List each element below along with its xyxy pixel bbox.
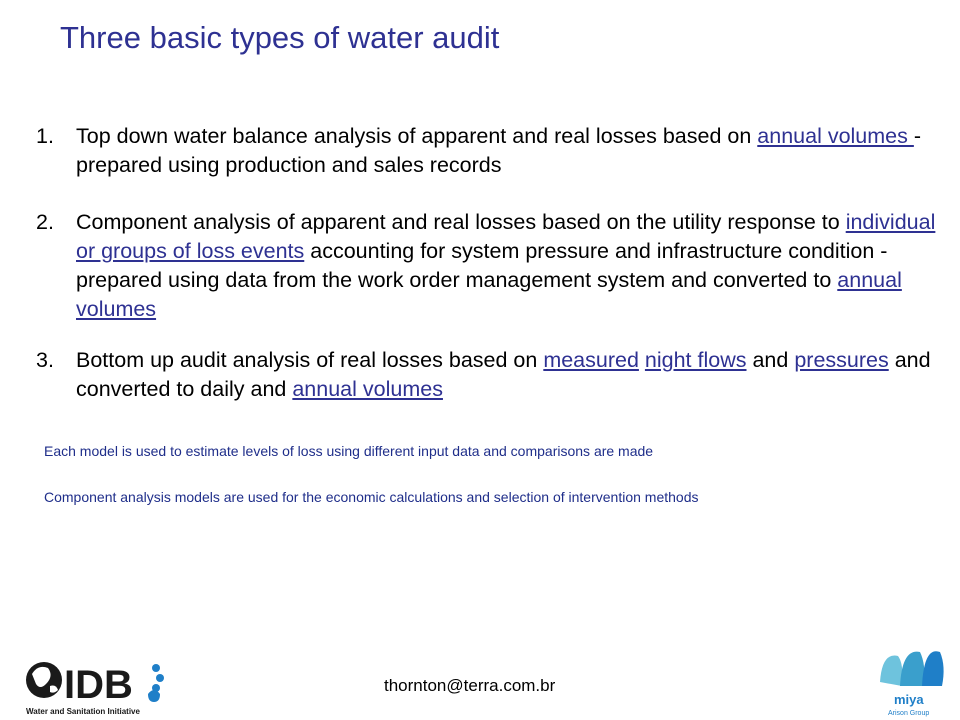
- list-item-text: [76, 124, 921, 177]
- inline-link[interactable]: individual or groups of loss events: [76, 210, 936, 263]
- note-text: Component analysis models are used for the economic calculations and selection of intervention methods: [44, 489, 699, 505]
- slide-title: Three basic types of water audit: [60, 20, 500, 55]
- list-item: [36, 346, 941, 404]
- text-segment: Top down water balance analysis of apparent and real losses based on: [76, 124, 758, 148]
- text-segment: - prepared using production and sales records: [76, 124, 922, 177]
- list-item: [36, 208, 941, 324]
- wave-shape: [922, 651, 944, 686]
- idb-logo-subtitle: Water and Sanitation Initiative: [26, 707, 140, 716]
- list-number: 3.: [36, 348, 54, 372]
- list-item-text: [76, 348, 931, 401]
- dot-icon: [156, 674, 164, 682]
- drop-icon: [148, 690, 160, 702]
- text-segment: and: [746, 348, 795, 372]
- inline-link[interactable]: night flows: [644, 348, 747, 372]
- contact-email: thornton@terra.com.br: [384, 676, 556, 695]
- list-number: 2.: [36, 210, 54, 234]
- list-item-text: [76, 210, 935, 321]
- inline-link[interactable]: measured: [543, 348, 639, 372]
- text-segment: and converted to daily and: [76, 348, 931, 401]
- wave-shape: [900, 652, 925, 686]
- text-segment: Bottom up audit analysis of real losses based on: [76, 348, 544, 372]
- list-number: 1.: [36, 124, 54, 148]
- inline-link[interactable]: annual volumes: [76, 268, 902, 321]
- idb-logo-text: IDB: [64, 663, 133, 707]
- inline-link[interactable]: pressures: [794, 348, 889, 372]
- inline-link[interactable]: annual volumes: [292, 377, 443, 401]
- idb-logo: [24, 654, 174, 716]
- list-item: [36, 122, 941, 180]
- wave-shape: [880, 656, 903, 686]
- text-segment: accounting for system pressure and infrastructure condition - prepared using data from the work order management system and converted to: [76, 239, 888, 292]
- dot-icon: [152, 664, 160, 672]
- miya-logo-text: miya: [894, 692, 924, 707]
- text-segment: Component analysis of apparent and real losses based on the utility response to: [76, 210, 846, 234]
- miya-logo: [876, 642, 946, 718]
- inline-link[interactable]: annual volumes: [757, 124, 914, 148]
- note-text: Each model is used to estimate levels of loss using different input data and comparisons are made: [44, 443, 654, 459]
- miya-logo-subtitle: Arison Group: [888, 710, 930, 717]
